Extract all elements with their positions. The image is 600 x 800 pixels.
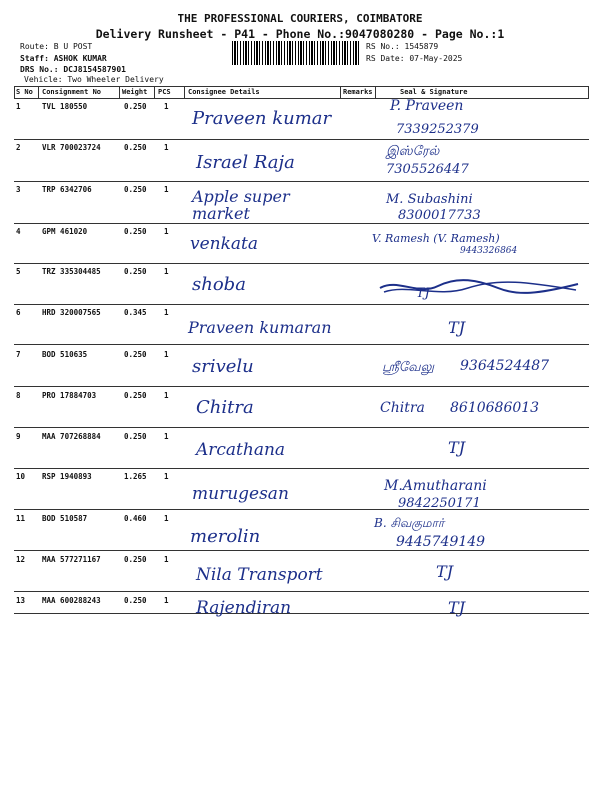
runsheet-table (14, 86, 589, 614)
row-9-signature: TJ (448, 438, 466, 457)
row-3-phone: 8300017733 (398, 208, 481, 223)
row-3-weight: 0.250 (124, 185, 147, 194)
row-5-scribble (378, 276, 583, 300)
row-9-weight: 0.250 (124, 432, 147, 441)
row-13-signature: TJ (448, 598, 466, 617)
col-consignment: Consignment No (42, 88, 102, 96)
row-11-weight: 0.460 (124, 514, 147, 523)
row-11-signature: B. சிவகுமார் (374, 516, 445, 530)
row-5-consignment: TRZ 335304485 (42, 267, 101, 276)
row-3-signature: M. Subashini (386, 192, 473, 207)
row-1-pcs: 1 (164, 102, 169, 111)
row-8-phone: 8610686013 (450, 400, 540, 416)
col-pcs: PCS (158, 88, 171, 96)
row-1-signature: P. Praveen (390, 98, 464, 114)
row-12-signature: TJ (436, 562, 454, 581)
row-1-consignment: TVL 180550 (42, 102, 88, 111)
row-4-weight: 0.250 (124, 227, 147, 236)
row-11-phone: 9445749149 (396, 534, 486, 550)
row-13-consignment: MAA 600288243 (42, 596, 101, 605)
barcode (232, 41, 360, 65)
row-1-sno: 1 (16, 102, 21, 111)
row-12-weight: 0.250 (124, 555, 147, 564)
row-4-pcs: 1 (164, 227, 169, 236)
row-4-consignee: venkata (190, 234, 259, 254)
row-8-signature: Chitra (380, 400, 425, 416)
row-2-consignment: VLR 700023724 (42, 143, 101, 152)
row-12-consignment: MAA 577271167 (42, 555, 101, 564)
company-title: THE PROFESSIONAL COURIERS, COIMBATORE (177, 12, 423, 25)
row-5-pcs: 1 (164, 267, 169, 276)
row-8-weight: 0.250 (124, 391, 147, 400)
row-6-consignment: HRD 320007565 (42, 308, 101, 317)
row-1-consignee: Praveen kumar (192, 108, 332, 129)
row-10-weight: 1.265 (124, 472, 147, 481)
row-7-consignee: srivelu (192, 356, 254, 377)
row-8-pcs: 1 (164, 391, 169, 400)
row-6-signature: TJ (448, 318, 466, 337)
row-2-consignee: Israel Raja (196, 152, 295, 173)
row-7-signature: ஸ்ரீவேலு (382, 360, 434, 375)
row-4-consignment: GPM 461020 (42, 227, 88, 236)
row-7-weight: 0.250 (124, 350, 147, 359)
row-11-consignment: BOD 510587 (42, 514, 88, 523)
col-sno: S No (16, 88, 33, 96)
row-10-consignment: RSP 1940893 (42, 472, 92, 481)
row-8-consignee: Chitra (196, 397, 254, 418)
row-10-consignee: murugesan (192, 484, 289, 504)
row-12-pcs: 1 (164, 555, 169, 564)
row-12-consignee: Nila Transport (196, 565, 323, 585)
row-8-sno: 8 (16, 391, 21, 400)
vehicle-label: Vehicle: Two Wheeler Delivery (24, 75, 164, 84)
row-3-consignment: TRP 6342706 (42, 185, 92, 194)
row-1-weight: 0.250 (124, 102, 147, 111)
route-label: Route: B U POST (20, 42, 93, 51)
row-11-consignee: merolin (190, 526, 261, 547)
row-6-consignee: Praveen kumaran (188, 318, 332, 337)
col-consignee: Consignee Details (188, 88, 260, 96)
row-10-phone: 9842250171 (398, 496, 481, 511)
row-3-consignee: Apple super market (192, 187, 290, 223)
drs-label: DRS No.: DCJ8154587901 (20, 65, 126, 74)
row-6-sno: 6 (16, 308, 21, 317)
rs-date: RS Date: 07-May-2025 (366, 54, 463, 63)
row-4-phone: 9443326864 (460, 246, 518, 256)
row-10-sno: 10 (16, 472, 26, 481)
row-5-signature: TJ (416, 286, 430, 301)
row-2-signature: இஸ்ரேல் (386, 144, 440, 159)
row-12-sno: 12 (16, 555, 26, 564)
row-6-weight: 0.345 (124, 308, 147, 317)
row-13-pcs: 1 (164, 596, 169, 605)
row-9-consignee: Arcathana (196, 440, 286, 460)
row-13-weight: 0.250 (124, 596, 147, 605)
row-13-consignee: Rajendiran (196, 598, 292, 618)
staff-label: Staff: ASHOK KUMAR (20, 54, 107, 63)
row-13-sno: 13 (16, 596, 26, 605)
row-9-pcs: 1 (164, 432, 169, 441)
row-11-pcs: 1 (164, 514, 169, 523)
row-3-pcs: 1 (164, 185, 169, 194)
row-10-pcs: 1 (164, 472, 169, 481)
row-10-signature: M.Amutharani (384, 478, 487, 494)
row-2-phone: 7305526447 (386, 162, 469, 177)
row-8-consignment: PRO 17884703 (42, 391, 97, 400)
row-7-sno: 7 (16, 350, 21, 359)
row-5-sno: 5 (16, 267, 21, 276)
row-5-weight: 0.250 (124, 267, 147, 276)
col-weight: Weight (122, 88, 148, 96)
row-9-sno: 9 (16, 432, 21, 441)
row-11-sno: 11 (16, 514, 26, 523)
runsheet-subtitle: Delivery Runsheet - P41 - Phone No.:9047080280 - Page No.:1 (95, 27, 505, 41)
row-6-pcs: 1 (164, 308, 169, 317)
col-remarks: Remarks (343, 88, 373, 96)
row-2-weight: 0.250 (124, 143, 147, 152)
row-7-consignment: BOD 510635 (42, 350, 88, 359)
row-5-consignee: shoba (192, 274, 246, 295)
row-7-phone: 9364524487 (460, 358, 550, 374)
row-4-signature: V. Ramesh (V. Ramesh) (372, 232, 500, 245)
row-3-sno: 3 (16, 185, 21, 194)
row-4-sno: 4 (16, 227, 21, 236)
col-signature: Seal & Signature (400, 88, 468, 96)
row-9-consignment: MAA 707268884 (42, 432, 101, 441)
row-7-pcs: 1 (164, 350, 169, 359)
row-2-sno: 2 (16, 143, 21, 152)
row-1-phone: 7339252379 (396, 122, 479, 137)
rs-number: RS No.: 1545879 (366, 42, 439, 51)
row-2-pcs: 1 (164, 143, 169, 152)
